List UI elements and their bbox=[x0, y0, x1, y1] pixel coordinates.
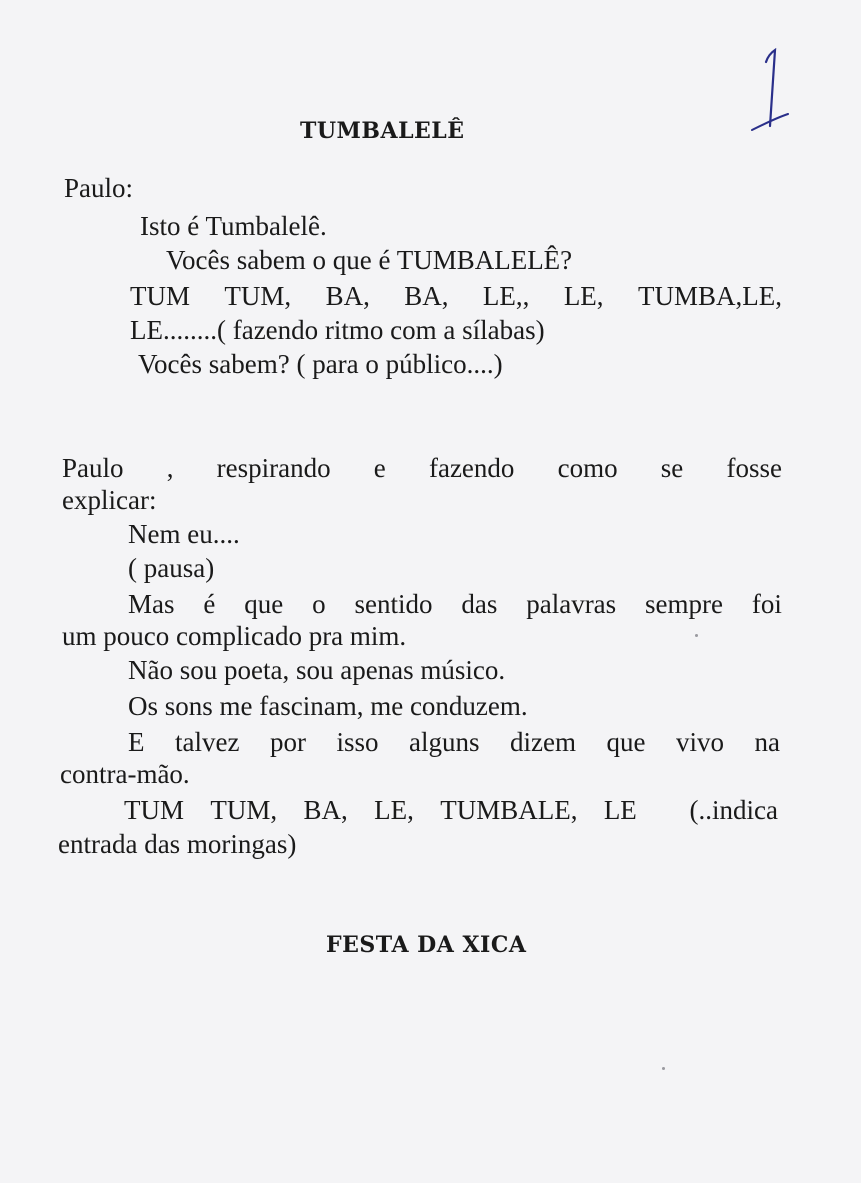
speaker-label: Paulo: bbox=[64, 173, 134, 203]
dialogue-line: Não sou poeta, sou apenas músico. bbox=[128, 655, 506, 685]
dialogue-line: entrada das moringas) bbox=[58, 829, 297, 859]
section-title: FESTA DA XICA bbox=[326, 932, 527, 958]
dialogue-line: contra-mão. bbox=[60, 759, 190, 789]
stage-direction-line: explicar: bbox=[62, 485, 157, 515]
dialogue-line: Isto é Tumbalelê. bbox=[140, 211, 327, 241]
dialogue-line: LE........( fazendo ritmo com a sílabas) bbox=[130, 315, 545, 345]
dialogue-line: Vocês sabem? ( para o público....) bbox=[138, 349, 503, 379]
dialogue-line-justified: TUM TUM, BA, BA, LE,, LE, TUMBA,LE, bbox=[130, 281, 782, 311]
dialogue-line-justified: TUM TUM, BA, LE, TUMBALE, LE (..indica bbox=[124, 795, 778, 825]
page-title: TUMBALELÊ bbox=[300, 118, 465, 144]
dialogue-line: Nem eu.... bbox=[128, 519, 240, 549]
dialogue-line: ( pausa) bbox=[128, 553, 215, 583]
scan-speck bbox=[695, 634, 698, 637]
dialogue-line: um pouco complicado pra mim. bbox=[62, 621, 407, 651]
dialogue-line-justified: Mas é que o sentido das palavras sempre foi bbox=[128, 589, 782, 619]
scan-speck bbox=[662, 1067, 665, 1070]
handwritten-page-number bbox=[748, 48, 792, 134]
page-number-text: 1 bbox=[748, 48, 749, 49]
dialogue-line-justified: E talvez por isso alguns dizem que vivo na bbox=[128, 727, 780, 757]
dialogue-line: Vocês sabem o que é TUMBALELÊ? bbox=[166, 245, 573, 275]
stage-direction-justified: Paulo , respirando e fazendo como se fosse bbox=[62, 453, 782, 483]
dialogue-line: Os sons me fascinam, me conduzem. bbox=[128, 691, 528, 721]
